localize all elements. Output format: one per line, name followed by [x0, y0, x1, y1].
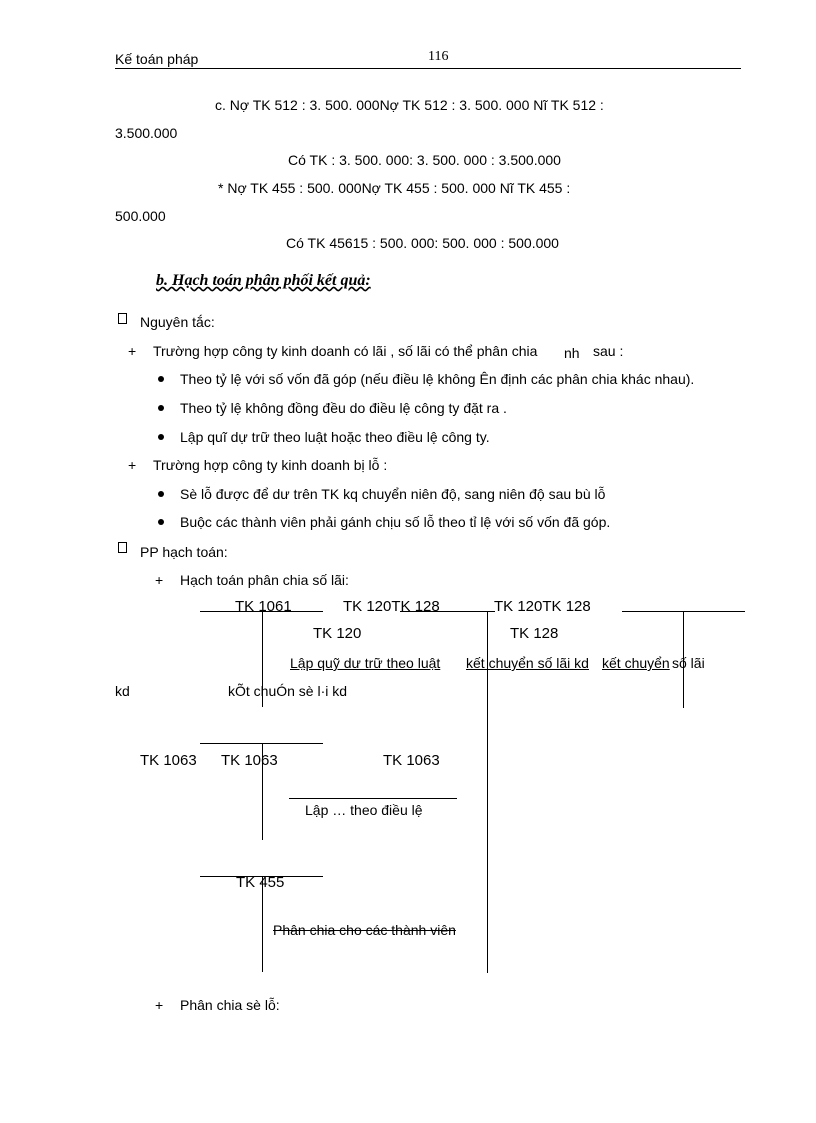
- ket-chuyen-label-1: kết chuyển số lãi kd: [466, 655, 589, 671]
- t-account-stem: [262, 743, 263, 840]
- entry-star-line1: * Nợ TK 455 : 500. 000Nợ TK 455 : 500. 000 Nĩ TK 455 :: [218, 180, 571, 196]
- tk1063-a: TK 1063: [140, 752, 197, 769]
- entry-c-line2: Có TK : 3. 500. 000: 3. 500. 000 : 3.500.000: [288, 152, 561, 168]
- loss-case: Trường hợp công ty kinh doanh bị lỗ :: [153, 457, 388, 473]
- bullet-icon: [158, 434, 164, 440]
- entry-star-wrap: 500.000: [115, 208, 166, 224]
- checkbox-icon: [118, 313, 127, 324]
- header-title: Kế toán pháp: [115, 51, 199, 67]
- tk120-128-a: TK 120TK 128: [343, 598, 440, 615]
- bullet-icon: [158, 405, 164, 411]
- profit-case: Trường hợp công ty kinh doanh có lãi , số lãi có thể phân chia: [153, 343, 538, 359]
- tk120-128-b: TK 120TK 128: [494, 598, 591, 615]
- checkbox-icon: [118, 542, 127, 553]
- profit-bullet-1: Theo tỷ lệ với số vốn đã góp (nếu điều lệ không Ên định các phân chia khác nhau).: [180, 371, 695, 387]
- bullet-icon: [158, 519, 164, 525]
- plus-icon: +: [128, 457, 137, 473]
- plus-icon: +: [128, 343, 137, 359]
- loss-accounting: Phân chia sè lỗ:: [180, 997, 280, 1013]
- profit-accounting: Hạch toán phân chia số lãi:: [180, 572, 349, 588]
- profit-case-nh: nh: [564, 345, 580, 361]
- lap-quy-label: Lập quỹ dư trữ theo luật: [290, 655, 441, 671]
- tk120-label: TK 120: [313, 625, 362, 642]
- tk455-label: TK 455: [236, 874, 285, 891]
- header-rule: [115, 68, 741, 69]
- loss-bullet-1: Sè lỗ được để dư trên TK kq chuyển niên độ, sang niên độ sau bù lỗ: [180, 486, 606, 502]
- phan-chia-label: Phân chia cho các thành viên: [273, 922, 456, 938]
- profit-bullet-3: Lập quĩ dự trữ theo luật hoặc theo điều lệ công ty.: [180, 429, 490, 445]
- plus-icon: +: [155, 997, 164, 1013]
- principle-label: Nguyên tắc:: [140, 314, 215, 330]
- loss-bullet-2: Buộc các thành viên phải gánh chịu số lỗ theo tỉ lệ với số vốn đã góp.: [180, 514, 611, 530]
- tk1061-header: TK 1061: [235, 598, 292, 615]
- tk1063-c: TK 1063: [383, 752, 440, 769]
- so-lai-label: số lãi: [672, 655, 705, 671]
- profit-case-end: sau :: [593, 343, 624, 359]
- garbled-label: kÕt chuÓn sè l·i kd: [228, 683, 348, 699]
- tk1063-b: TK 1063: [221, 752, 278, 769]
- kd-label: kd: [115, 683, 130, 699]
- entry-c-line1: c. Nợ TK 512 : 3. 500. 000Nợ TK 512 : 3. 500. 000 Nĩ TK 512 :: [215, 97, 604, 113]
- plus-icon: +: [155, 572, 164, 588]
- profit-bullet-2: Theo tỷ lệ không đồng đều do điều lệ công ty đặt ra .: [180, 400, 507, 416]
- ket-chuyen-label-2: kết chuyển: [602, 655, 670, 671]
- tk128-label: TK 128: [510, 625, 559, 642]
- entry-star-line2: Có TK 45615 : 500. 000: 500. 000 : 500.000: [286, 235, 559, 251]
- bullet-icon: [158, 491, 164, 497]
- entry-c-wrap: 3.500.000: [115, 125, 178, 141]
- method-label: PP hạch toán:: [140, 544, 228, 560]
- section-title: b. Hạch toán phân phối kết quả:: [156, 272, 371, 289]
- lap-theo-dieu-le-label: Lập … theo điều lệ: [305, 802, 423, 818]
- page-number: 116: [428, 49, 449, 64]
- t-account-stem: [262, 876, 263, 972]
- arrow-line: [289, 798, 457, 799]
- bullet-icon: [158, 376, 164, 382]
